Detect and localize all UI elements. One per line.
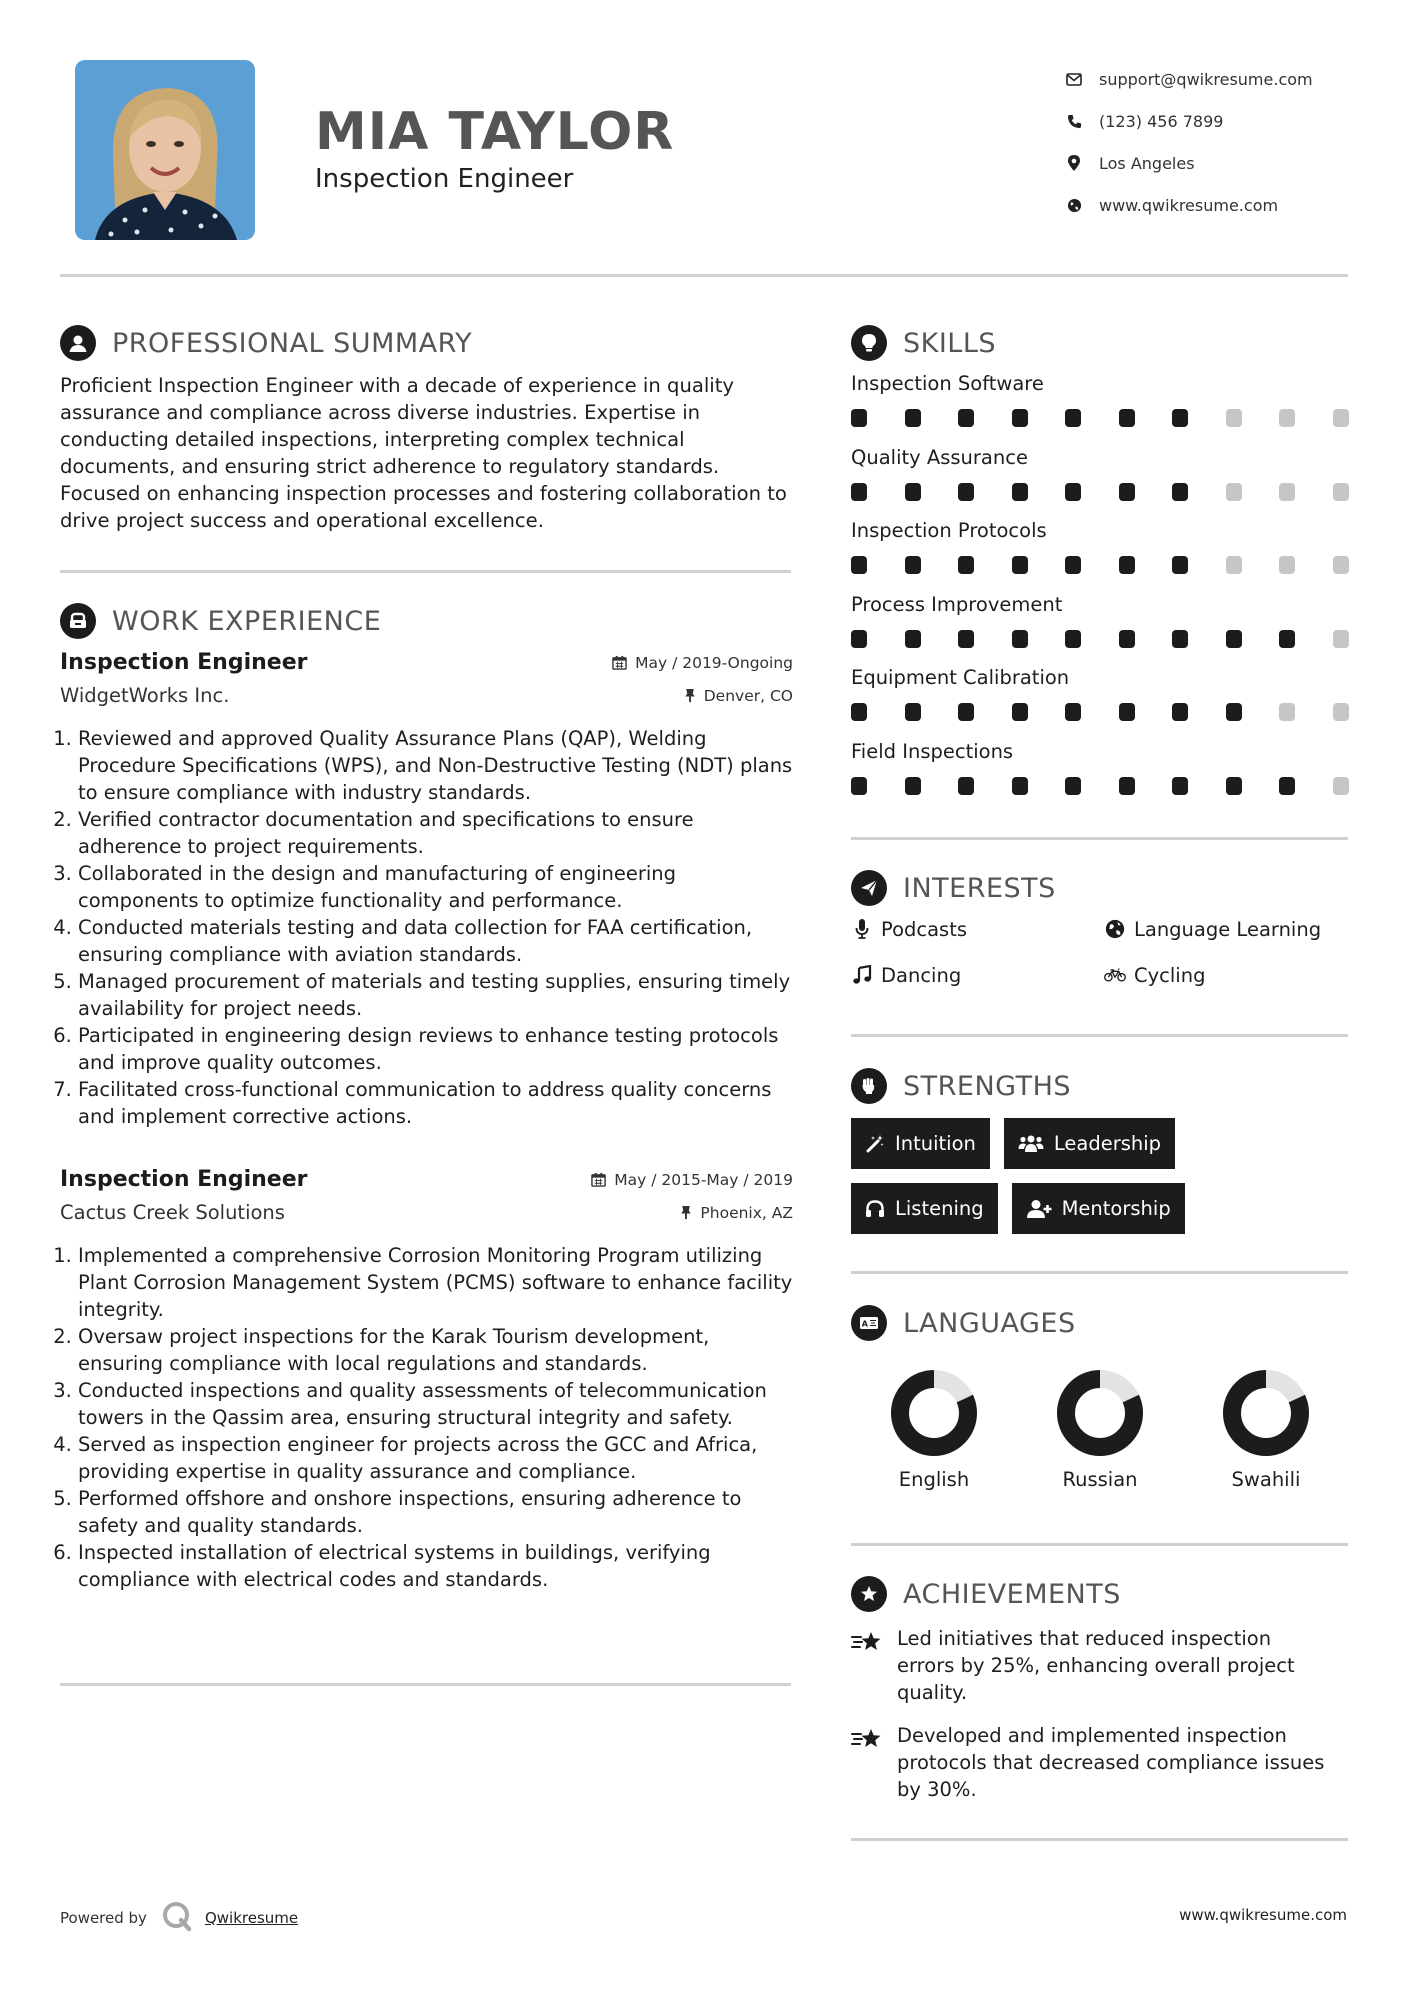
rating-dot-filled: [1065, 630, 1081, 648]
rating-dot-filled: [958, 483, 974, 501]
list-item: 4. Conducted materials testing and data collection for FAA certification, ensuring compliance with aviation standards.: [78, 914, 793, 968]
achievement-text: Led initiatives that reduced inspection errors by 25%, enhancing overall project quality.: [897, 1627, 1295, 1704]
rating-dot-filled: [1172, 703, 1188, 721]
header-divider: [60, 274, 1348, 277]
list-item: 7. Facilitated cross-functional communication to address quality concerns and implement corrective actions.: [78, 1076, 793, 1130]
list-item: 6. Participated in engineering design reviews to enhance testing protocols and improve quality outcomes.: [78, 1022, 793, 1076]
section-title: ACHIEVEMENTS: [903, 1578, 1121, 1610]
candidate-name: MIA TAYLOR: [315, 102, 675, 162]
rating-dot-filled: [958, 777, 974, 795]
job-bullets: [60, 1242, 793, 1593]
job-company: WidgetWorks Inc.: [60, 684, 230, 707]
strengths-list: [851, 1118, 1361, 1248]
footer-website-link[interactable]: www.qwikresume.com: [1179, 1906, 1347, 1924]
skill-name: Inspection Software: [851, 372, 1044, 395]
users-icon: [1018, 1134, 1044, 1154]
profile-photo: [75, 60, 255, 240]
rating-dot-filled: [1279, 777, 1295, 795]
calendar-icon: [612, 655, 627, 670]
shooting-star-icon: [851, 1722, 887, 1803]
globe-icon: [1104, 919, 1126, 939]
summary-text: Proficient Inspection Engineer with a decade of experience in quality assurance and compliance across diverse industries. Expertise in conducting detailed inspections, interpreting complex technical documents, and ensuring strict adherence to regulatory standards. Focused on enhancing inspection processes and fostering collaboration to drive project success and operational excellence.: [60, 374, 787, 532]
skills-list: [851, 372, 1351, 813]
rating-dot-filled: [905, 483, 921, 501]
rating-dot-filled: [851, 556, 867, 574]
skill-item: [851, 593, 1351, 667]
rating-dot-filled: [1012, 630, 1028, 648]
strengths-divider: [851, 1271, 1348, 1274]
rating-dot-empty: [1333, 483, 1349, 501]
location-text: Los Angeles: [1099, 153, 1195, 173]
proficiency-ring: [1221, 1368, 1311, 1458]
job-title: Inspection Engineer: [60, 1167, 308, 1192]
section-title: INTERESTS: [903, 872, 1056, 904]
language-name: Swahili: [1231, 1468, 1301, 1491]
rating-dot-filled: [1226, 630, 1242, 648]
envelope-icon: [1063, 68, 1085, 90]
experience-divider: [60, 1683, 791, 1686]
skill-name: Inspection Protocols: [851, 519, 1047, 542]
contact-website[interactable]: [1063, 184, 1313, 226]
list-item: 2. Oversaw project inspections for the Karak Tourism development, ensuring compliance with local regulations and standards.: [78, 1323, 793, 1377]
star-badge-icon: [851, 1576, 887, 1612]
rating-dot-empty: [1333, 409, 1349, 427]
languages-heading: [851, 1305, 1076, 1341]
language-item: [851, 1368, 1017, 1491]
section-title: PROFESSIONAL SUMMARY: [112, 327, 473, 359]
job-location: Denver, CO: [684, 687, 793, 705]
rating-dot-empty: [1226, 409, 1242, 427]
map-pin-icon: [1063, 152, 1085, 174]
section-title: WORK EXPERIENCE: [112, 605, 382, 637]
globe-icon: [1063, 194, 1085, 216]
achievement-item: [851, 1722, 1361, 1803]
rating-dot-filled: [905, 703, 921, 721]
list-item: 1. Implemented a comprehensive Corrosion Monitoring Program utilizing Plant Corrosion Management System (PCMS) software to enhance facility integrity.: [78, 1242, 793, 1323]
summary-divider: [60, 570, 791, 573]
rating-dot-filled: [1065, 703, 1081, 721]
language-name: English: [898, 1468, 970, 1491]
rating-dot-filled: [958, 556, 974, 574]
bicycle-icon: [1104, 966, 1126, 984]
rating-dot-empty: [1333, 777, 1349, 795]
skill-rating: [851, 409, 1349, 427]
rating-dot-filled: [1119, 703, 1135, 721]
interest-label: Dancing: [881, 963, 962, 987]
headphones-icon: [865, 1199, 885, 1219]
rating-dot-filled: [958, 703, 974, 721]
strength-label: Mentorship: [1061, 1197, 1171, 1220]
rating-dot-filled: [958, 630, 974, 648]
skills-divider: [851, 837, 1348, 840]
rating-dot-filled: [905, 409, 921, 427]
section-title: LANGUAGES: [903, 1307, 1076, 1339]
candidate-title: Inspection Engineer: [315, 164, 574, 194]
rating-dot-filled: [958, 409, 974, 427]
experience-heading: [60, 603, 381, 639]
rating-dot-filled: [851, 630, 867, 648]
strength-chip: [1012, 1183, 1185, 1234]
skill-rating: [851, 556, 1349, 574]
skill-name: Quality Assurance: [851, 445, 1028, 469]
strength-chip: [851, 1183, 998, 1234]
rating-dot-empty: [1333, 630, 1349, 648]
rating-dot-empty: [1333, 703, 1349, 721]
rating-dot-filled: [1065, 409, 1081, 427]
interest-item: [1104, 916, 1357, 942]
language-item: [1183, 1368, 1349, 1491]
section-title: STRENGTHS: [903, 1070, 1072, 1102]
strengths-heading: [851, 1068, 1071, 1104]
list-item: 3. Collaborated in the design and manufacturing of engineering components to optimize functionality and performance.: [78, 860, 793, 914]
list-item: 5. Managed procurement of materials and testing supplies, ensuring timely availability for project needs.: [78, 968, 793, 1022]
rating-dot-filled: [1119, 556, 1135, 574]
list-item: 5. Performed offshore and onshore inspections, ensuring adherence to safety and quality standards.: [78, 1485, 793, 1539]
interest-item: [1104, 962, 1357, 988]
interests-heading: [851, 870, 1056, 906]
interest-item: [851, 916, 1104, 942]
pushpin-icon: [680, 1205, 692, 1220]
skill-item: [851, 666, 1351, 740]
languages-list: [851, 1368, 1361, 1491]
skill-rating: [851, 630, 1349, 648]
skill-item: [851, 446, 1351, 520]
rating-dot-filled: [1172, 483, 1188, 501]
list-item: 3. Conducted inspections and quality assessments of telecommunication towers in the Qassim area, ensuring structural integrity and safety.: [78, 1377, 793, 1431]
job-location: Phoenix, AZ: [680, 1204, 793, 1222]
rating-dot-filled: [1012, 556, 1028, 574]
skills-heading: [851, 325, 996, 361]
section-title: SKILLS: [903, 327, 997, 359]
rating-dot-filled: [851, 409, 867, 427]
rating-dot-filled: [1119, 409, 1135, 427]
interest-label: Language Learning: [1134, 917, 1322, 941]
magic-wand-icon: [865, 1134, 885, 1154]
microphone-icon: [851, 919, 873, 939]
job-dates: May / 2019-Ongoing: [612, 654, 793, 672]
job-dates: May / 2015-May / 2019: [591, 1171, 793, 1189]
skill-name: Field Inspections: [851, 739, 1014, 763]
rating-dot-filled: [1279, 630, 1295, 648]
phone-text: (123) 456 7899: [1099, 111, 1224, 131]
interest-item: [851, 962, 1104, 988]
rating-dot-empty: [1226, 483, 1242, 501]
rating-dot-filled: [1065, 777, 1081, 795]
interest-label: Cycling: [1134, 963, 1206, 987]
rating-dot-filled: [1172, 630, 1188, 648]
rating-dot-empty: [1226, 556, 1242, 574]
list-item: 2. Verified contractor documentation and specifications to ensure adherence to project requirements.: [78, 806, 793, 860]
job-title: Inspection Engineer: [60, 650, 308, 675]
job-bullets: [60, 725, 793, 1130]
rating-dot-filled: [905, 630, 921, 648]
skill-name: Process Improvement: [851, 592, 1063, 616]
email-text: support@qwikresume.com: [1099, 69, 1313, 89]
proficiency-ring: [1055, 1368, 1145, 1458]
skill-rating: [851, 777, 1349, 795]
rating-dot-empty: [1279, 409, 1295, 427]
raised-fist-icon: [851, 1068, 887, 1104]
contact-location: [1063, 142, 1313, 184]
job-company: Cactus Creek Solutions: [60, 1201, 285, 1224]
interests-divider: [851, 1034, 1348, 1037]
rating-dot-filled: [1172, 777, 1188, 795]
summary-heading: [60, 325, 472, 361]
job-entry: [60, 1167, 793, 1593]
music-note-icon: [851, 965, 873, 985]
contact-list: [1063, 58, 1313, 226]
rating-dot-filled: [1226, 777, 1242, 795]
lightbulb-icon: [851, 325, 887, 361]
user-plus-icon: [1026, 1199, 1052, 1219]
rating-dot-filled: [1012, 777, 1028, 795]
achievements-divider: [851, 1838, 1348, 1841]
skill-name: Equipment Calibration: [851, 666, 1070, 689]
qwikresume-logo-icon: [161, 1900, 193, 1936]
rating-dot-filled: [1226, 703, 1242, 721]
language-name: Russian: [1062, 1468, 1138, 1491]
website-text: www.qwikresume.com: [1099, 195, 1279, 215]
powered-by-label: Powered by: [60, 1909, 147, 1927]
strength-label: Leadership: [1053, 1132, 1162, 1155]
rating-dot-filled: [1119, 483, 1135, 501]
interests-list: [851, 916, 1361, 988]
briefcase-icon: [60, 603, 96, 639]
skill-rating: [851, 703, 1349, 721]
list-item: 1. Reviewed and approved Quality Assurance Plans (QAP), Welding Procedure Specifications (WPS), and Non-Destructive Testing (NDT) plans to ensure compliance with industry standards.: [78, 725, 793, 806]
svg-text:A: A: [861, 1319, 868, 1329]
footer-powered-by: [60, 1900, 298, 1936]
interest-label: Podcasts: [881, 917, 968, 941]
rating-dot-filled: [851, 483, 867, 501]
skill-item: [851, 519, 1351, 593]
paper-plane-icon: [851, 870, 887, 906]
rating-dot-filled: [1172, 409, 1188, 427]
rating-dot-filled: [1065, 556, 1081, 574]
rating-dot-filled: [1172, 556, 1188, 574]
list-item: 4. Served as inspection engineer for projects across the GCC and Africa, providing expertise in quality assurance and compliance.: [78, 1431, 793, 1485]
pushpin-icon: [684, 688, 696, 703]
rating-dot-empty: [1279, 483, 1295, 501]
language-item: [1017, 1368, 1183, 1491]
rating-dot-empty: [1333, 556, 1349, 574]
strength-label: Intuition: [895, 1132, 976, 1155]
achievements-list: [851, 1625, 1361, 1819]
rating-dot-filled: [1012, 483, 1028, 501]
qwikresume-link[interactable]: Qwikresume: [204, 1909, 299, 1927]
rating-dot-filled: [1119, 777, 1135, 795]
achievement-text: Developed and implemented inspection protocols that decreased compliance issues by 30%.: [897, 1724, 1325, 1801]
list-item: 6. Inspected installation of electrical systems in buildings, verifying compliance with electrical codes and standards.: [78, 1539, 793, 1593]
contact-phone[interactable]: [1063, 100, 1313, 142]
phone-icon: [1063, 110, 1085, 132]
job-entry: [60, 650, 793, 1130]
rating-dot-empty: [1279, 703, 1295, 721]
rating-dot-filled: [905, 556, 921, 574]
contact-email[interactable]: [1063, 58, 1313, 100]
calendar-icon: [591, 1172, 606, 1187]
language-card-icon: [851, 1305, 887, 1341]
skill-item: [851, 740, 1351, 814]
strength-chip: [851, 1118, 990, 1169]
rating-dot-filled: [1012, 409, 1028, 427]
strength-label: Listening: [895, 1197, 984, 1220]
languages-divider: [851, 1543, 1348, 1546]
rating-dot-filled: [1119, 630, 1135, 648]
rating-dot-filled: [851, 777, 867, 795]
rating-dot-filled: [905, 777, 921, 795]
user-circle-icon: [60, 325, 96, 361]
strength-chip: [1004, 1118, 1175, 1169]
skill-rating: [851, 483, 1349, 501]
rating-dot-empty: [1279, 556, 1295, 574]
skill-item: [851, 372, 1351, 446]
shooting-star-icon: [851, 1625, 887, 1706]
proficiency-ring: [889, 1368, 979, 1458]
achievements-heading: [851, 1576, 1121, 1612]
rating-dot-filled: [1065, 483, 1081, 501]
achievement-item: [851, 1625, 1361, 1706]
rating-dot-filled: [1012, 703, 1028, 721]
rating-dot-filled: [851, 703, 867, 721]
